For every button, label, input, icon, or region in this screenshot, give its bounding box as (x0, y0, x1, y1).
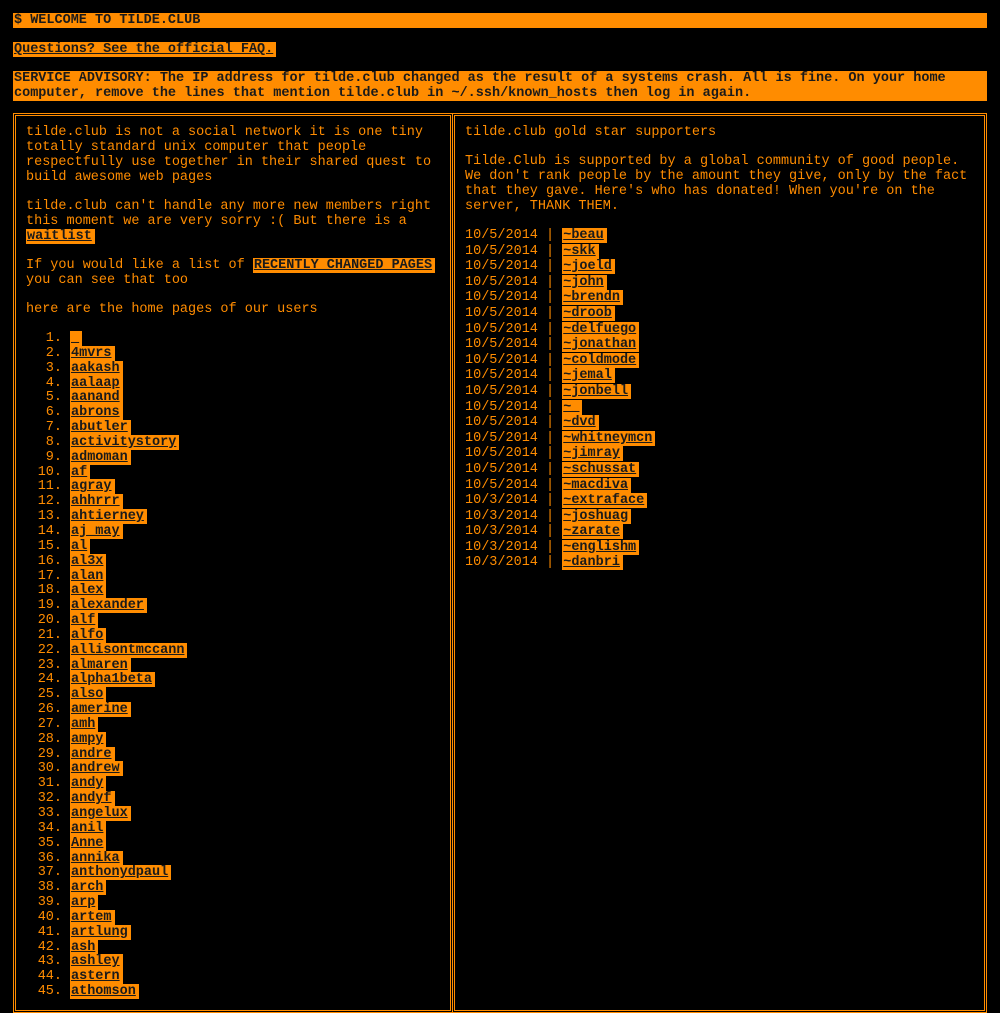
list-item (465, 478, 974, 494)
list-item (26, 524, 440, 539)
list-item (465, 368, 974, 384)
user-home-link[interactable]: 4mvrs (70, 346, 115, 361)
list-item-number: 44. (37, 969, 62, 985)
user-home-link[interactable]: aalaap (70, 376, 123, 391)
supporter-link[interactable]: ~droob (562, 306, 615, 321)
faq-link[interactable]: Questions? See the official FAQ. (13, 42, 276, 57)
list-item-number: 15. (37, 538, 62, 554)
list-item-number: 13. (37, 509, 62, 525)
user-home-link[interactable]: aanand (70, 390, 123, 405)
list-item-number: 34. (37, 820, 62, 836)
list-item-number: 35. (37, 835, 62, 851)
donation-date: 10/3/2014 (465, 539, 538, 555)
list-item (465, 306, 974, 322)
list-item (26, 954, 440, 969)
user-home-link[interactable]: alexander (70, 598, 147, 613)
separator: | (537, 290, 563, 306)
list-item-number: 16. (37, 553, 62, 569)
list-item (26, 539, 440, 554)
list-item (26, 984, 440, 999)
donation-date: 10/5/2014 (465, 259, 538, 275)
user-home-link[interactable]: al3x (70, 554, 106, 569)
list-item (26, 969, 440, 984)
donation-date: 10/5/2014 (465, 430, 538, 446)
supporter-link[interactable]: ~brendn (562, 290, 623, 305)
list-item-number: 37. (37, 865, 62, 881)
supporter-link[interactable]: ~skk (562, 244, 598, 259)
supporter-link[interactable]: ~whitneymcn (562, 431, 655, 446)
list-item (26, 390, 440, 405)
user-home-link[interactable]: ash (70, 940, 98, 955)
donation-date: 10/5/2014 (465, 305, 538, 321)
list-item (26, 569, 440, 584)
list-item (26, 583, 440, 598)
list-item (26, 836, 440, 851)
supporter-link[interactable]: ~john (562, 275, 607, 290)
user-home-link[interactable]: aj_may (70, 524, 123, 539)
list-item (465, 384, 974, 400)
separator: | (537, 461, 563, 477)
donation-date: 10/3/2014 (465, 555, 538, 571)
donation-date: 10/3/2014 (465, 508, 538, 524)
donation-date: 10/5/2014 (465, 337, 538, 353)
list-item-number: 41. (37, 924, 62, 940)
list-item-number: 38. (37, 880, 62, 896)
donation-date: 10/5/2014 (465, 228, 538, 243)
list-item (26, 613, 440, 628)
supporter-link[interactable]: ~zarate (562, 524, 623, 539)
separator: | (537, 383, 563, 399)
list-item (26, 806, 440, 821)
list-item-number: 24. (37, 672, 62, 688)
donation-date: 10/5/2014 (465, 461, 538, 477)
user-home-link[interactable]: aakash (70, 361, 123, 376)
user-home-link[interactable]: almaren (70, 658, 131, 673)
list-item-number: 3. (45, 360, 62, 376)
supporter-link[interactable]: ~jonathan (562, 337, 639, 352)
list-item-number: 6. (45, 405, 62, 421)
separator: | (537, 477, 563, 493)
list-item-number: 40. (37, 909, 62, 925)
user-home-link[interactable]: annika (70, 851, 123, 866)
supporter-link[interactable]: ~jonbell (562, 384, 631, 399)
list-item-number: 42. (37, 939, 62, 955)
separator: | (537, 352, 563, 368)
list-item (26, 628, 440, 643)
separator: | (537, 399, 563, 415)
donation-date: 10/5/2014 (465, 446, 538, 462)
list-item-number: 9. (45, 449, 62, 465)
list-item (26, 598, 440, 613)
list-item (26, 776, 440, 791)
donation-date: 10/5/2014 (465, 415, 538, 431)
user-home-link[interactable]: also (70, 687, 106, 702)
list-item (465, 322, 974, 338)
separator: | (537, 430, 563, 446)
list-item (465, 244, 974, 260)
user-home-link[interactable]: activitystory (70, 435, 179, 450)
supporter-link[interactable]: ~jimray (562, 446, 623, 461)
recent-suffix: you can see that too (26, 273, 189, 288)
supporter-list (465, 228, 974, 571)
recent-changes-link[interactable]: RECENTLY CHANGED PAGES (253, 258, 435, 273)
supporter-link[interactable]: ~delfuego (562, 322, 639, 337)
list-item (26, 865, 440, 880)
list-item (26, 331, 440, 346)
list-item (26, 925, 440, 940)
welcome-banner: $ WELCOME TO TILDE.CLUB (13, 13, 987, 28)
user-home-link[interactable]: andy (70, 776, 106, 791)
list-item (26, 940, 440, 955)
separator: | (537, 415, 563, 431)
user-home-link[interactable]: al (70, 539, 90, 554)
list-item (26, 554, 440, 569)
supporter-link[interactable]: ~schussat (562, 462, 639, 477)
separator: | (537, 305, 563, 321)
user-home-link[interactable]: alf (70, 613, 98, 628)
list-item-number: 7. (45, 420, 62, 436)
right-column (452, 113, 987, 1013)
user-home-link[interactable]: admoman (70, 450, 131, 465)
supporter-link[interactable]: ~danbri (562, 555, 623, 570)
capacity-paragraph (26, 199, 440, 244)
user-home-link[interactable]: artem (70, 910, 115, 925)
donation-date: 10/5/2014 (465, 321, 538, 337)
list-item-number: 5. (45, 390, 62, 406)
recent-prefix: If you would like a list of (26, 258, 245, 273)
list-item (26, 895, 440, 910)
supporter-link[interactable]: ~jemal (562, 368, 615, 383)
separator: | (537, 539, 563, 555)
user-home-link[interactable]: andre (70, 747, 115, 762)
user-home-link[interactable]: arch (70, 880, 106, 895)
user-home-link[interactable]: andrew (70, 761, 123, 776)
list-item-number: 28. (37, 731, 62, 747)
separator: | (537, 337, 563, 353)
donation-date: 10/5/2014 (465, 383, 538, 399)
user-home-link[interactable]: anil (70, 821, 106, 836)
separator: | (537, 259, 563, 275)
list-item (465, 400, 974, 416)
list-item (465, 337, 974, 353)
list-item (465, 555, 974, 571)
list-item-number: 31. (37, 776, 62, 792)
list-item (465, 462, 974, 478)
list-item-number: 33. (37, 806, 62, 821)
supporter-link[interactable]: ~beau (562, 228, 607, 243)
supporter-link[interactable]: ~macdiva (562, 478, 631, 493)
user-home-link[interactable]: allisontmccann (70, 643, 187, 658)
separator: | (537, 555, 563, 571)
list-item-number: 32. (37, 791, 62, 807)
list-item (465, 540, 974, 556)
waitlist-link[interactable]: waitlist (26, 229, 95, 244)
donation-date: 10/5/2014 (465, 368, 538, 384)
user-home-link[interactable]: artlung (70, 925, 131, 940)
list-item (26, 732, 440, 747)
list-item-number: 2. (45, 345, 62, 361)
separator: | (537, 368, 563, 384)
supporter-link[interactable]: ~extraface (562, 493, 647, 508)
list-item-number: 12. (37, 494, 62, 510)
list-item-number: 20. (37, 613, 62, 629)
list-item (465, 493, 974, 509)
list-item-number: 19. (37, 598, 62, 614)
list-item (26, 405, 440, 420)
list-item-number: 39. (37, 895, 62, 911)
list-item (465, 259, 974, 275)
separator: | (537, 243, 563, 259)
list-item (26, 791, 440, 806)
list-item-number: 21. (37, 627, 62, 643)
user-home-link[interactable]: ashley (70, 954, 123, 969)
user-home-link[interactable]: alex (70, 583, 106, 598)
separator: | (537, 228, 563, 243)
user-home-link[interactable]: af (70, 465, 90, 480)
list-item (26, 747, 440, 762)
list-item (26, 643, 440, 658)
list-item-number: 4. (45, 375, 62, 391)
user-home-link[interactable]: abrons (70, 405, 123, 420)
user-home-link[interactable]: astern (70, 969, 123, 984)
user-home-link[interactable]: Anne (70, 836, 106, 851)
users-heading: here are the home pages of our users (26, 302, 318, 317)
list-item (26, 687, 440, 702)
list-item-number: 30. (37, 761, 62, 777)
user-list (26, 331, 440, 999)
separator: | (537, 446, 563, 462)
user-home-link[interactable]: andyf (70, 791, 115, 806)
list-item-number: 14. (37, 523, 62, 539)
list-item (465, 524, 974, 540)
list-item (26, 658, 440, 673)
donation-date: 10/5/2014 (465, 399, 538, 415)
list-item-number: 23. (37, 657, 62, 673)
content-columns (13, 113, 987, 1013)
list-item (465, 446, 974, 462)
separator: | (537, 508, 563, 524)
list-item-number: 26. (37, 702, 62, 718)
list-item-number: 29. (37, 746, 62, 762)
recent-paragraph (26, 258, 440, 288)
left-column (13, 113, 453, 1013)
list-item (465, 353, 974, 369)
list-item (465, 509, 974, 525)
list-item (26, 435, 440, 450)
user-home-link[interactable]: ahhrrr (70, 494, 123, 509)
user-home-link[interactable]: arp (70, 895, 98, 910)
list-item (26, 910, 440, 925)
list-item-number: 45. (37, 984, 62, 1000)
list-item (26, 346, 440, 361)
supporters-title: tilde.club gold star supporters (465, 125, 717, 140)
list-item (465, 415, 974, 431)
list-item (26, 376, 440, 391)
list-item-number: 22. (37, 642, 62, 658)
page (0, 0, 1000, 101)
list-item-number: 1. (45, 331, 62, 346)
list-item-number: 17. (37, 568, 62, 584)
list-item (26, 494, 440, 509)
separator: | (537, 524, 563, 540)
user-home-link[interactable]: ahtierney (70, 509, 147, 524)
list-item (26, 851, 440, 866)
donation-date: 10/5/2014 (465, 243, 538, 259)
separator: | (537, 493, 563, 509)
user-home-link[interactable]: alfo (70, 628, 106, 643)
user-home-link[interactable]: agray (70, 479, 115, 494)
list-item (465, 228, 974, 244)
list-item (26, 509, 440, 524)
donation-date: 10/5/2014 (465, 274, 538, 290)
user-home-link[interactable]: angelux (70, 806, 131, 821)
list-item (465, 431, 974, 447)
user-home-link[interactable]: alpha1beta (70, 672, 155, 687)
user-home-link[interactable]: _ (70, 331, 82, 346)
separator: | (537, 274, 563, 290)
supporter-link[interactable]: ~_ (562, 400, 582, 415)
separator: | (537, 321, 563, 337)
list-item (26, 717, 440, 732)
donation-date: 10/3/2014 (465, 524, 538, 540)
user-home-link[interactable]: ampy (70, 732, 106, 747)
service-advisory: SERVICE ADVISORY: The IP address for tilde.club changed as the result of a systems crash. All is fine. On your home computer, remove the lines that mention tilde.club in ~/.ssh/known_hosts then log in again. (13, 71, 987, 101)
user-home-link[interactable]: amerine (70, 702, 131, 717)
list-item (26, 880, 440, 895)
list-item (26, 465, 440, 480)
supporter-link[interactable]: ~joshuag (562, 509, 631, 524)
list-item-number: 36. (37, 850, 62, 866)
list-item-number: 43. (37, 954, 62, 970)
donation-date: 10/5/2014 (465, 477, 538, 493)
donation-date: 10/5/2014 (465, 352, 538, 368)
list-item-number: 11. (37, 479, 62, 495)
list-item (465, 290, 974, 306)
list-item-number: 25. (37, 687, 62, 703)
user-home-link[interactable]: abutler (70, 420, 131, 435)
supporters-description: Tilde.Club is supported by a global community of good people. We don't rank people by the amount they give, only by the fact that they gave. Here's who has donated! When you're on the server, THANK THEM. (465, 154, 968, 214)
user-home-link[interactable]: amh (70, 717, 98, 732)
user-home-link[interactable]: alan (70, 569, 106, 584)
list-item (26, 672, 440, 687)
list-item (26, 821, 440, 836)
supporter-link[interactable]: ~dvd (562, 415, 598, 430)
list-item-number: 27. (37, 716, 62, 732)
supporter-link[interactable]: ~englishm (562, 540, 639, 555)
donation-date: 10/3/2014 (465, 493, 538, 509)
list-item-number: 8. (45, 434, 62, 450)
list-item (26, 761, 440, 776)
donation-date: 10/5/2014 (465, 290, 538, 306)
supporter-link[interactable]: ~coldmode (562, 353, 639, 368)
list-item (465, 275, 974, 291)
list-item (26, 450, 440, 465)
user-home-link[interactable]: anthonydpaul (70, 865, 171, 880)
list-item-number: 10. (37, 464, 62, 480)
user-home-link[interactable]: athomson (70, 984, 139, 999)
list-item-number: 18. (37, 583, 62, 599)
list-item (26, 361, 440, 376)
capacity-text: tilde.club can't handle any more new members right this moment we are very sorry :( But there is a (26, 199, 432, 229)
intro-text: tilde.club is not a social network it is one tiny totally standard unix computer that people respectfully use together in their shared quest to build awesome web pages (26, 125, 432, 185)
list-item (26, 479, 440, 494)
list-item (26, 420, 440, 435)
supporter-link[interactable]: ~joeld (562, 259, 615, 274)
list-item (26, 702, 440, 717)
